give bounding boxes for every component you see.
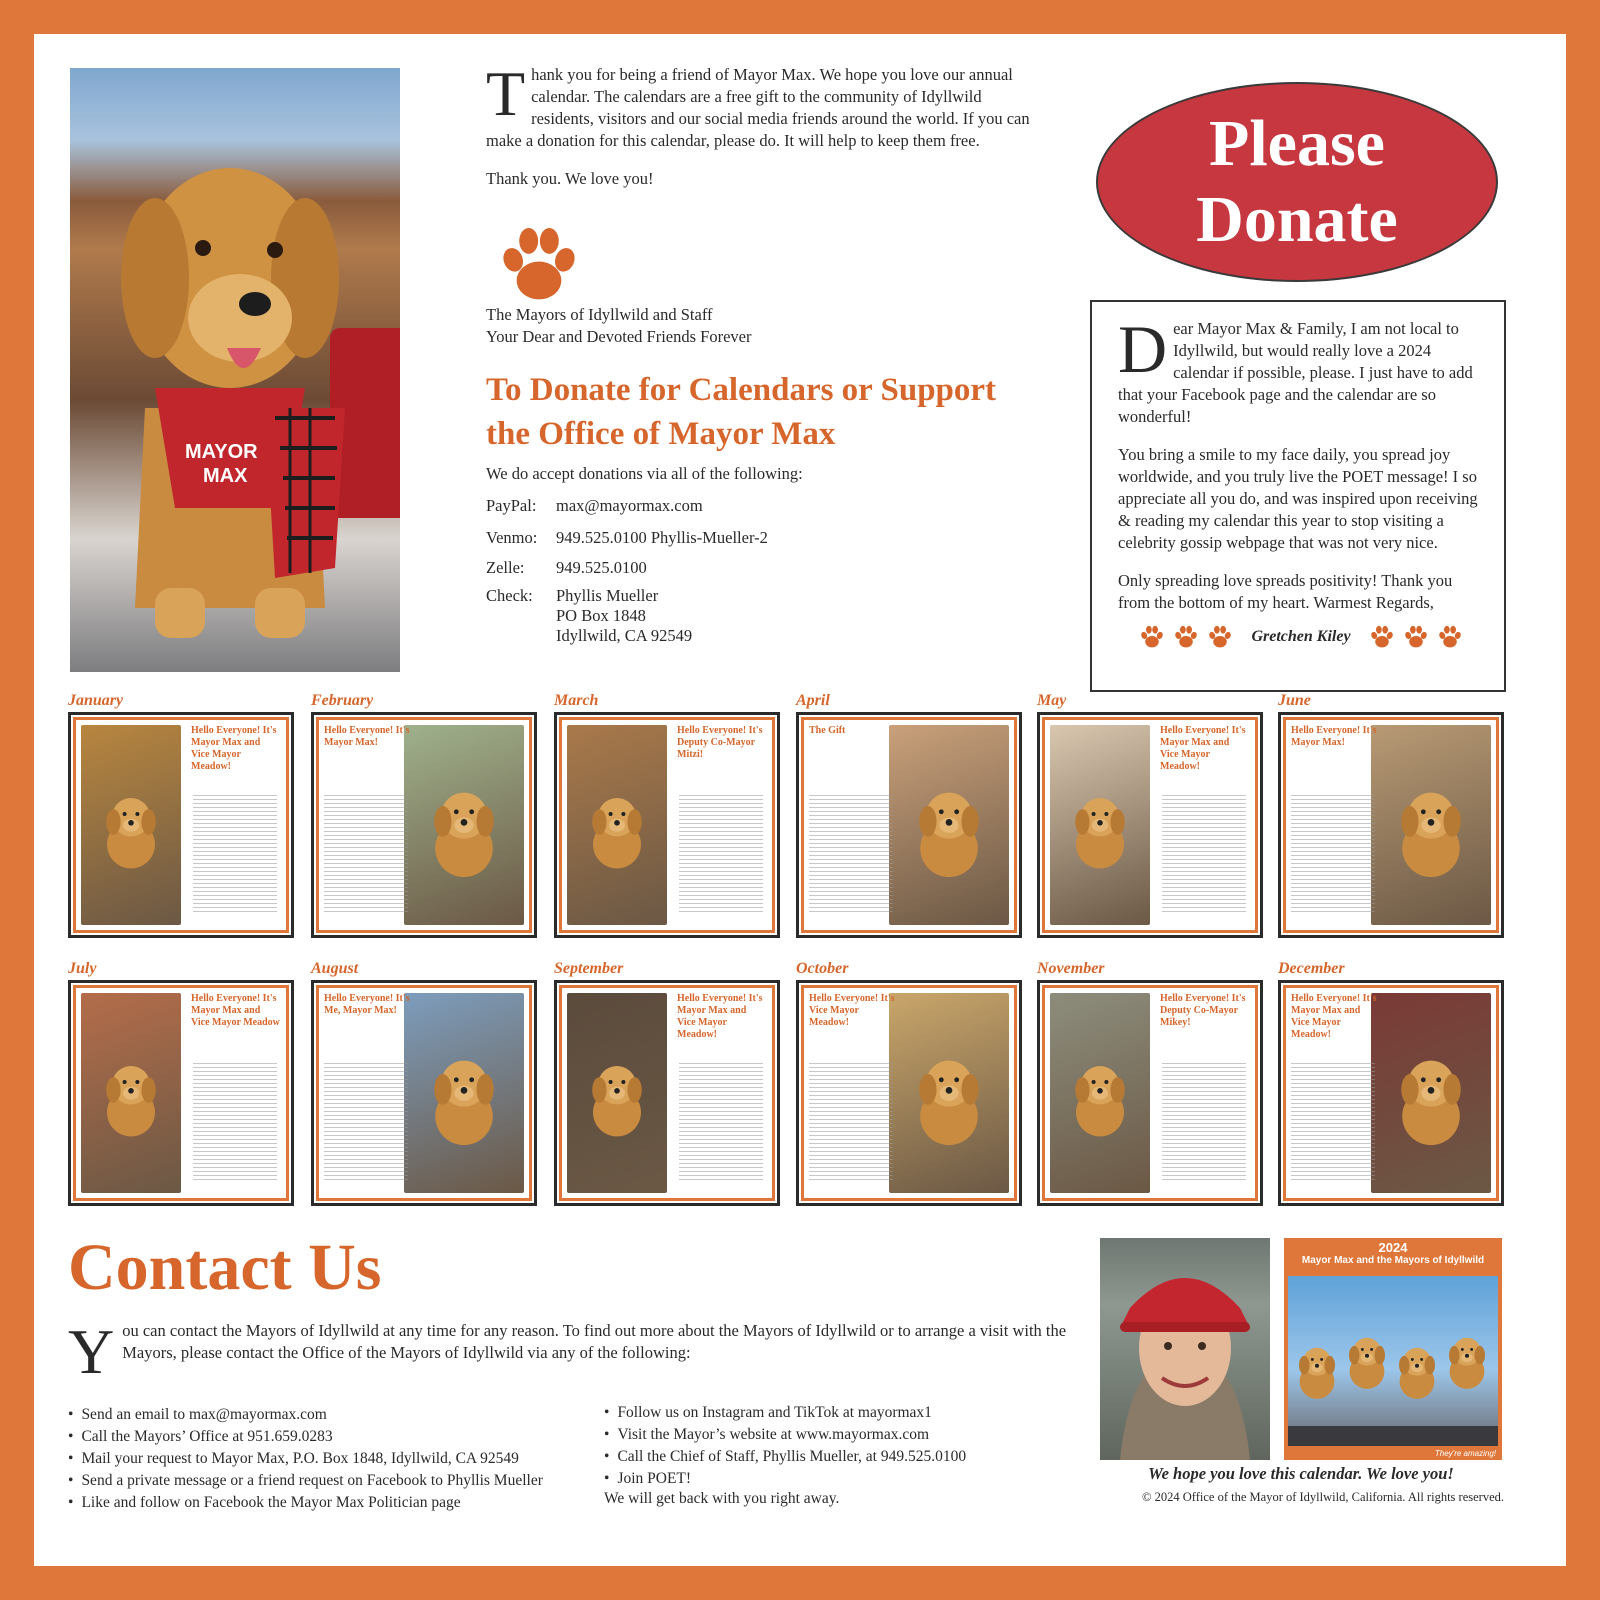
month-thumbnail[interactable] [68, 692, 294, 938]
month-body-text [193, 1063, 277, 1183]
month-page-title: Hello Everyone! It's Vice Mayor Meadow! [809, 993, 895, 1028]
month-photo [1050, 725, 1150, 925]
month-thumbnail[interactable] [554, 692, 780, 938]
month-label: July [68, 960, 97, 977]
letter-paragraph-2: You bring a smile to my face daily, you spread joy worldwide, and you truly live the POET message! I so appreciate all you do, and was inspired upon receiving & reading my calendar this year to stop visiting a celebrity gossip webpage that was not very nice. [1118, 445, 1478, 552]
month-photo [1371, 725, 1491, 925]
month-body-text [1291, 795, 1375, 915]
month-page-title: The Gift [809, 725, 846, 736]
month-body-text [679, 795, 763, 915]
month-photo [81, 725, 181, 925]
contact-intro-text: ou can contact the Mayors of Idyllwild at any time for any reason. To find out more about the Mayors of Idyllwild or to arrange a visit with the Mayors, please contact the Office of the Mayors of Idyllwild via any of the following: [122, 1321, 1067, 1362]
month-page-title: Hello Everyone! It's Mayor Max and Vice Mayor Meadow! [1291, 993, 1377, 1040]
month-photo [889, 993, 1009, 1193]
month-page-preview [1278, 980, 1504, 1206]
month-page-preview [68, 980, 294, 1206]
month-label: June [1278, 692, 1311, 709]
paypal-value[interactable]: max@mayormax.com [556, 496, 703, 515]
contact-item-website[interactable]: • Visit the Mayor’s website at www.mayormax.com [604, 1424, 966, 1446]
month-page-preview [554, 980, 780, 1206]
month-thumbnail[interactable] [311, 692, 537, 938]
month-body-text [1162, 795, 1246, 915]
month-photo [1050, 993, 1150, 1193]
zelle-value[interactable]: 949.525.0100 [556, 558, 647, 577]
month-thumbnail[interactable] [554, 960, 780, 1206]
mayor-max-photo [70, 68, 400, 672]
contact-item-phone[interactable]: • Call the Mayors’ Office at 951.659.0283 [68, 1426, 543, 1448]
month-thumbnail[interactable] [1037, 960, 1263, 1206]
month-label: September [554, 960, 624, 977]
month-label: December [1278, 960, 1345, 977]
month-label: August [311, 960, 359, 977]
check-label: Check: [486, 586, 533, 605]
paw-print-icon [1139, 624, 1165, 650]
month-body-text [809, 1063, 893, 1183]
month-page-title: Hello Everyone! It's Mayor Max and Vice Mayor Meadow [191, 993, 280, 1028]
contact-list-right [604, 1402, 966, 1490]
month-photo [81, 993, 181, 1193]
contact-item-facebook-page[interactable]: • Like and follow on Facebook the Mayor Max Politician page [68, 1492, 543, 1514]
venmo-label: Venmo: [486, 528, 538, 547]
calendar-cover-photo [1288, 1276, 1498, 1446]
testimonial-letter [1090, 300, 1506, 692]
month-label: October [796, 960, 849, 977]
month-photo [1371, 993, 1491, 1193]
month-photo [567, 725, 667, 925]
letter-signature: Gretchen Kiley [1251, 628, 1351, 645]
contact-item-poet[interactable]: • Join POET! [604, 1468, 966, 1490]
month-page-title: Hello Everyone! It's Mayor Max! [324, 725, 410, 748]
contact-title: Contact Us [68, 1231, 382, 1304]
month-body-text [1162, 1063, 1246, 1183]
please-donate-badge[interactable] [1096, 82, 1498, 282]
contact-item-email[interactable]: • Send an email to max@mayormax.com [68, 1404, 543, 1426]
month-thumbnail[interactable] [796, 692, 1022, 938]
paw-print-icon [1207, 624, 1233, 650]
month-thumbnail[interactable] [1278, 960, 1504, 1206]
contact-item-mail: • Mail your request to Mayor Max, P.O. Box 1848, Idyllwild, CA 92549 [68, 1448, 543, 1470]
month-page-title: Hello Everyone! It's Mayor Max and Vice Mayor Meadow! [1160, 725, 1246, 772]
month-page-preview [311, 712, 537, 938]
contact-item-instagram[interactable]: • Follow us on Instagram and TikTok at mayormax1 [604, 1402, 966, 1424]
paw-print-icon [1173, 624, 1199, 650]
paw-print-icon [1403, 624, 1429, 650]
month-photo [404, 993, 524, 1193]
month-page-preview [796, 980, 1022, 1206]
zelle-row [486, 558, 647, 578]
month-body-text [679, 1063, 763, 1183]
check-row [486, 586, 692, 646]
paw-print-icon [1437, 624, 1463, 650]
check-address [556, 586, 692, 646]
month-thumbnail[interactable] [1278, 692, 1504, 938]
zelle-label: Zelle: [486, 558, 525, 577]
month-page-title: Hello Everyone! It's Me, Mayor Max! [324, 993, 410, 1016]
month-body-text [324, 795, 408, 915]
contact-item-facebook-message[interactable]: • Send a private message or a friend request on Facebook to Phyllis Mueller [68, 1470, 543, 1492]
paw-print-icon [1369, 624, 1395, 650]
month-page-preview [1037, 712, 1263, 938]
month-label: February [311, 692, 374, 709]
venmo-row [486, 528, 768, 548]
paypal-row [486, 496, 703, 516]
contact-reply: We will get back with you right away. [604, 1490, 840, 1507]
signoff-line-2: Your Dear and Devoted Friends Forever [486, 327, 752, 346]
check-city: Idyllwild, CA 92549 [556, 626, 693, 645]
month-page-preview [1037, 980, 1263, 1206]
month-page-title: Hello Everyone! It's Mayor Max and Vice Mayor Meadow! [677, 993, 763, 1040]
check-po-box: PO Box 1848 [556, 606, 646, 625]
golden-retriever-illustration [115, 108, 345, 648]
venmo-value[interactable]: 949.525.0100 Phyllis-Mueller-2 [556, 528, 768, 547]
calendar-cover-year: 2024 [1378, 1240, 1408, 1255]
month-label: January [68, 692, 124, 709]
month-thumbnail[interactable] [311, 960, 537, 1206]
month-label: November [1037, 960, 1105, 977]
letter-signature-row [1118, 624, 1484, 650]
contact-intro [68, 1316, 1068, 1387]
closing-message: We hope you love this calendar. We love you! [1148, 1464, 1454, 1483]
contact-list-left [68, 1404, 543, 1514]
contact-item-chief-of-staff[interactable]: • Call the Chief of Staff, Phyllis Mueller, at 949.525.0100 [604, 1446, 966, 1468]
month-page-preview [796, 712, 1022, 938]
month-thumbnail[interactable] [1037, 692, 1263, 938]
calendar-cover-tagline: They're amazing! [1434, 1449, 1496, 1458]
month-body-text [193, 795, 277, 915]
check-payee: Phyllis Mueller [556, 586, 659, 605]
calendar-cover-thumbnail [1284, 1238, 1502, 1460]
month-label: April [796, 692, 830, 709]
month-page-preview [68, 712, 294, 938]
donate-heading [486, 368, 1066, 456]
intro-thanks: Thank you. We love you! [486, 169, 654, 188]
letter-paragraph-3: Only spreading love spreads positivity! Thank you from the bottom of my heart. Warmest Regards, [1118, 571, 1453, 612]
signoff-line-1: The Mayors of Idyllwild and Staff [486, 305, 713, 324]
month-page-title: Hello Everyone! It's Deputy Co-Mayor Mitzi! [677, 725, 763, 760]
month-label: March [554, 692, 599, 709]
please-donate-line-1: Please [1209, 107, 1385, 180]
month-thumbnail[interactable] [68, 960, 294, 1206]
paw-print-icon [496, 222, 582, 308]
intro-signoff [486, 304, 751, 348]
intro-paragraph: hank you for being a friend of Mayor Max. We hope you love our annual calendar. The calendars are a free gift to the community of Idyllwild residents, visitors and our social media friends around the world. If you can make a donation for this calendar, please do. It will help to keep them free. [486, 65, 1030, 150]
month-thumbnail[interactable] [796, 960, 1022, 1206]
month-page-preview [1278, 712, 1504, 938]
month-page-title: Hello Everyone! It's Mayor Max and Vice Mayor Meadow! [191, 725, 277, 772]
harness-text-mayor: MAYOR [185, 441, 258, 463]
month-body-text [324, 1063, 408, 1183]
donate-accept-text: We do accept donations via all of the following: [486, 464, 803, 483]
intro-dropcap: T [486, 58, 526, 129]
month-photo [404, 725, 524, 925]
month-photo [567, 993, 667, 1193]
month-page-title: Hello Everyone! It's Deputy Co-Mayor Mikey! [1160, 993, 1246, 1028]
please-donate-line-2: Donate [1196, 183, 1398, 256]
month-page-title: Hello Everyone! It's Mayor Max! [1291, 725, 1377, 748]
paypal-label: PayPal: [486, 496, 537, 515]
calendar-cover-subtitle: Mayor Max and the Mayors of Idyllwild [1301, 1255, 1485, 1266]
letter-dropcap: D [1118, 311, 1168, 387]
month-page-preview [554, 712, 780, 938]
harness-text-max: MAX [203, 465, 248, 487]
donate-heading-line-1: To Donate for Calendars or Support [486, 372, 997, 408]
month-body-text [809, 795, 893, 915]
month-photo [889, 725, 1009, 925]
copyright: © 2024 Office of the Mayor of Idyllwild, California. All rights reserved. [1142, 1490, 1504, 1504]
donate-heading-line-2: the Office of Mayor Max [486, 416, 836, 452]
chief-of-staff-photo [1100, 1238, 1270, 1460]
month-label: May [1037, 692, 1067, 709]
intro-message [486, 58, 1046, 206]
letter-paragraph-1: ear Mayor Max & Family, I am not local to Idyllwild, but would really love a 2024 calendar if possible, please. I just have to add that your Facebook page and the calendar are so wonderful! [1118, 319, 1473, 426]
calendar-back-page [34, 34, 1566, 1566]
month-page-preview [311, 980, 537, 1206]
contact-dropcap: Y [68, 1316, 115, 1387]
month-body-text [1291, 1063, 1375, 1183]
